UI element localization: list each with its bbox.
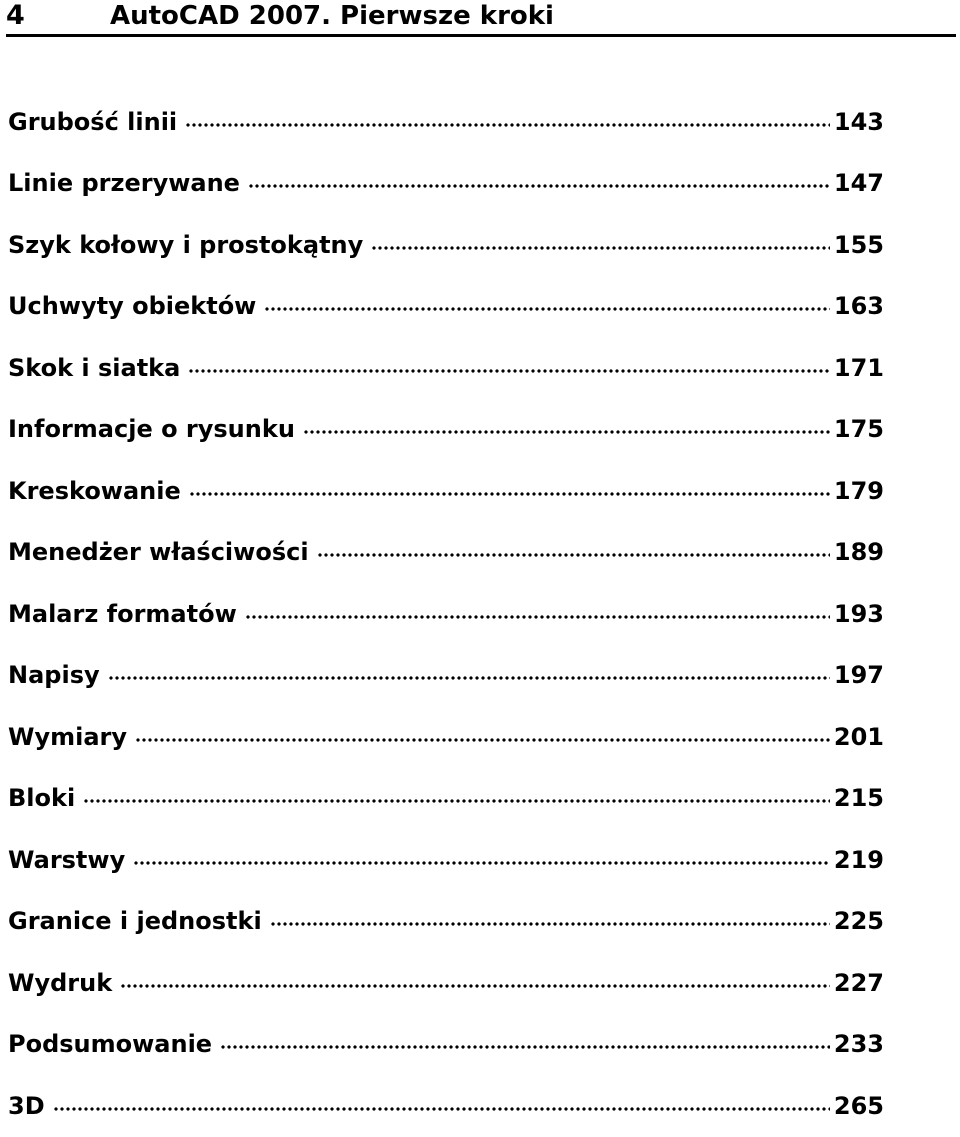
dot-leader xyxy=(270,912,830,936)
toc-entry[interactable] xyxy=(8,153,884,215)
page-number: 4 xyxy=(6,0,25,31)
toc-entry-page: 155 xyxy=(833,230,884,259)
toc-entry-title: Granice i jednostki xyxy=(8,907,262,936)
dot-leader xyxy=(188,359,830,383)
toc-entry[interactable] xyxy=(8,645,884,707)
dot-leader xyxy=(135,728,830,752)
toc-entry-page: 163 xyxy=(833,292,884,321)
toc-entry-title: Warstwy xyxy=(8,845,126,874)
dot-leader xyxy=(120,974,830,998)
toc-entry-title: 3D xyxy=(8,1091,45,1120)
toc-entry[interactable] xyxy=(8,706,884,768)
toc-entry[interactable] xyxy=(8,1075,884,1137)
toc-entry-page: 233 xyxy=(833,1030,884,1059)
toc-entry[interactable] xyxy=(8,337,884,399)
toc-entry-title: Napisy xyxy=(8,661,100,690)
toc-entry-page: 225 xyxy=(833,907,884,936)
dot-leader xyxy=(83,789,830,813)
toc-entry-title: Bloki xyxy=(8,784,76,813)
toc-entry[interactable] xyxy=(8,583,884,645)
toc-entry-page: 171 xyxy=(833,353,884,382)
toc-entry[interactable] xyxy=(8,460,884,522)
toc-entry-page: 215 xyxy=(833,784,884,813)
toc-entry[interactable] xyxy=(8,891,884,953)
toc-entry-page: 219 xyxy=(833,845,884,874)
toc-entry-title: Wydruk xyxy=(8,968,113,997)
toc-entry-page: 189 xyxy=(833,538,884,567)
dot-leader xyxy=(189,482,830,506)
toc-entry-title: Grubość linii xyxy=(8,107,178,136)
toc-entry-title: Informacje o rysunku xyxy=(8,415,295,444)
dot-leader xyxy=(371,236,830,260)
dot-leader xyxy=(53,1097,830,1121)
toc-entry-title: Linie przerywane xyxy=(8,169,240,198)
dot-leader xyxy=(133,851,830,875)
dot-leader xyxy=(303,420,830,444)
toc-entry-title: Podsumowanie xyxy=(8,1030,213,1059)
dot-leader xyxy=(108,666,830,690)
toc-entry[interactable] xyxy=(8,829,884,891)
dot-leader xyxy=(185,113,830,137)
toc-entry-page: 193 xyxy=(833,599,884,628)
toc-entry-page: 227 xyxy=(833,968,884,997)
dot-leader xyxy=(245,605,830,629)
dot-leader xyxy=(248,174,830,198)
dot-leader xyxy=(317,543,830,567)
toc-entry-title: Menedżer właściwości xyxy=(8,538,309,567)
toc-entry-page: 147 xyxy=(833,169,884,198)
toc-entry-title: Skok i siatka xyxy=(8,353,181,382)
toc-entry-title: Szyk kołowy i prostokątny xyxy=(8,230,364,259)
toc-entry[interactable] xyxy=(8,1014,884,1076)
header-rule xyxy=(6,34,956,37)
table-of-contents xyxy=(8,91,884,1137)
toc-entry[interactable] xyxy=(8,214,884,276)
toc-entry[interactable] xyxy=(8,952,884,1014)
dot-leader xyxy=(220,1035,830,1059)
toc-entry[interactable] xyxy=(8,768,884,830)
toc-entry-page: 143 xyxy=(833,107,884,136)
toc-entry-page: 179 xyxy=(833,476,884,505)
book-title: AutoCAD 2007. Pierwsze kroki xyxy=(110,1,554,31)
page-header xyxy=(0,0,960,38)
toc-entry-page: 197 xyxy=(833,661,884,690)
toc-entry[interactable] xyxy=(8,91,884,153)
toc-entry[interactable] xyxy=(8,276,884,338)
toc-entry-page: 265 xyxy=(833,1091,884,1120)
toc-entry-page: 201 xyxy=(833,722,884,751)
toc-entry-title: Malarz formatów xyxy=(8,599,237,628)
toc-entry-title: Uchwyty obiektów xyxy=(8,292,257,321)
toc-entry-page: 175 xyxy=(833,415,884,444)
toc-entry[interactable] xyxy=(8,399,884,461)
toc-entry-title: Wymiary xyxy=(8,722,128,751)
toc-entry[interactable] xyxy=(8,522,884,584)
dot-leader xyxy=(264,297,830,321)
toc-entry-title: Kreskowanie xyxy=(8,476,181,505)
